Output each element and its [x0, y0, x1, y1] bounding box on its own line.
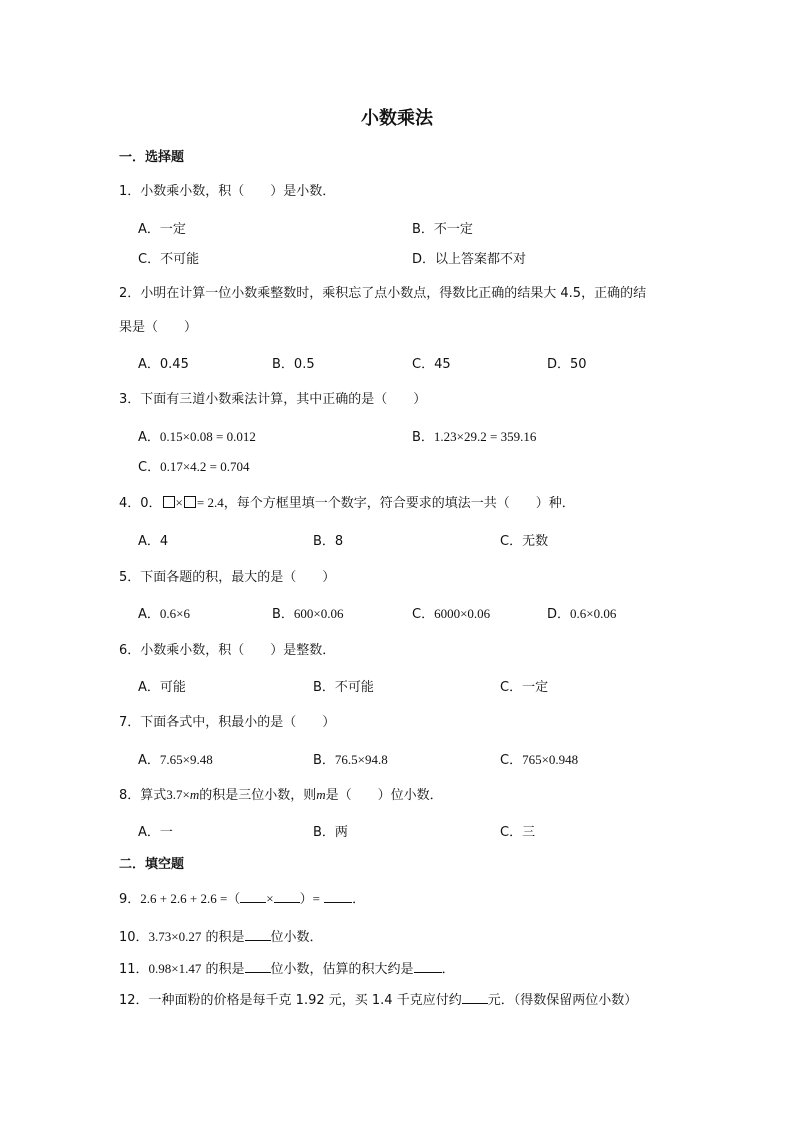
question-8-option-a: A．一 — [138, 825, 173, 840]
question-2-option-d: D．50 — [547, 357, 587, 372]
question-3-option-b — [412, 426, 536, 445]
question-2-option-c: C．45 — [412, 357, 451, 372]
equals-value: = 2.4 — [196, 495, 224, 510]
question-4-stem — [119, 492, 575, 511]
option-formula: 765×0.948 — [522, 752, 579, 767]
question-8-text: 8．算式 — [119, 788, 167, 803]
question-3-stem: 3．下面有三道小数乘法计算，其中正确的是（ ） — [119, 392, 427, 407]
question-8-text: 的积是三位小数，则 — [199, 788, 317, 803]
question-4-option-c: C．无数 — [500, 534, 549, 549]
option-formula: 600×0.06 — [293, 606, 344, 621]
question-3-option-c — [138, 456, 250, 475]
option-formula: 0.6×0.06 — [570, 606, 617, 621]
question-5-stem: 5．下面各题的积，最大的是（ ） — [119, 570, 336, 585]
question-10 — [119, 926, 323, 945]
question-9-formula: 2.6 + 2.6 + 2.6 =（ — [140, 891, 241, 906]
question-4-suffix: ，每个方框里填一个数字，符合要求的填法一共（ ）种． — [223, 496, 575, 511]
question-7-option-b — [313, 749, 388, 768]
question-6-option-c: C．一定 — [500, 680, 549, 695]
question-2-stem-line2: 果是（ ） — [119, 320, 198, 335]
answer-blank[interactable] — [245, 928, 271, 941]
question-6-option-b: B．不可能 — [313, 680, 374, 695]
question-5-option-a — [138, 603, 190, 622]
question-11 — [119, 958, 455, 977]
question-10-text: 的积是 — [205, 930, 245, 945]
question-10-formula: 3.73×0.27 — [148, 929, 202, 944]
option-label: C． — [412, 607, 435, 622]
question-9-end: ． — [352, 892, 366, 907]
question-1-option-b: B．不一定 — [412, 222, 473, 237]
option-label: B． — [272, 607, 294, 622]
answer-blank[interactable] — [324, 890, 352, 903]
option-formula: 6000×0.06 — [434, 606, 491, 621]
variable-m: m — [316, 787, 326, 802]
blank-box — [184, 496, 196, 508]
question-11-text: 的积是 — [205, 962, 245, 977]
option-formula: 7.65×9.48 — [159, 752, 213, 767]
question-6-stem: 6．小数乘小数，积（ ）是整数． — [119, 643, 336, 658]
answer-blank[interactable] — [414, 960, 442, 973]
question-9 — [119, 888, 365, 907]
question-2-stem-line1: 2．小明在计算一位小数乘整数时，乘积忘了点小数点，得数比正确的结果大 4.5，正确的结 — [119, 286, 647, 301]
question-5-option-d — [547, 603, 616, 622]
question-7-stem: 7．下面各式中，积最小的是（ ） — [119, 715, 336, 730]
question-10-end: 位小数． — [270, 930, 323, 945]
question-1-option-d: D．以上答案都不对 — [412, 252, 527, 267]
question-2-option-b: B．0.5 — [272, 357, 315, 372]
question-8-stem — [119, 784, 443, 803]
variable-m: m — [189, 787, 200, 802]
question-7-option-c — [500, 749, 578, 768]
question-8-option-c: C．三 — [500, 825, 536, 840]
option-formula: 76.5×94.8 — [334, 752, 388, 767]
question-5-option-c — [412, 603, 490, 622]
question-11-number: 11． — [119, 962, 149, 977]
page-title: 小数乘法 — [361, 108, 433, 129]
question-9-number: 9． — [119, 892, 141, 907]
question-12 — [119, 989, 637, 1008]
question-7-option-a — [138, 749, 213, 768]
option-label: B． — [313, 753, 335, 768]
question-4-prefix: 4．0． — [119, 496, 162, 511]
option-label: B． — [412, 430, 434, 445]
option-label: C． — [138, 460, 161, 475]
option-formula: 0.6×6 — [159, 606, 190, 621]
answer-blank[interactable] — [240, 890, 266, 903]
question-4-option-b: B．8 — [313, 534, 344, 549]
question-9-equals: ）= — [299, 891, 320, 906]
question-8-text: 是（ ）位小数． — [325, 788, 443, 803]
times-sign: × — [266, 891, 274, 906]
option-label: D． — [547, 607, 571, 622]
question-12-text: 12．一种面粉的价格是每千克 1.92 元，买 1.4 千克应付约 — [119, 993, 462, 1008]
option-formula: 0.15×0.08 = 0.012 — [159, 429, 256, 444]
question-1-option-c: C．不可能 — [138, 252, 200, 267]
question-8-option-b: B．两 — [313, 825, 348, 840]
question-6-option-a: A．可能 — [138, 680, 186, 695]
answer-blank[interactable] — [462, 991, 488, 1004]
question-4-option-a: A．4 — [138, 534, 169, 549]
question-11-formula: 0.98×1.47 — [148, 961, 202, 976]
answer-blank[interactable] — [274, 890, 300, 903]
question-3-option-a — [138, 426, 256, 445]
question-5-option-b — [272, 603, 344, 622]
question-1-option-a: A．一定 — [138, 222, 186, 237]
question-10-number: 10． — [119, 930, 149, 945]
question-8-formula: 3.7× — [166, 787, 190, 802]
answer-blank[interactable] — [245, 960, 271, 973]
question-2-option-a: A．0.45 — [138, 357, 189, 372]
question-12-end: 元．（得数保留两位小数） — [487, 993, 638, 1008]
option-formula: 0.17×4.2 = 0.704 — [160, 459, 250, 474]
option-label: A． — [138, 753, 160, 768]
option-label: A． — [138, 607, 160, 622]
option-label: A． — [138, 430, 160, 445]
option-label: C． — [500, 753, 523, 768]
blank-box — [163, 496, 175, 508]
question-11-mid: 位小数，估算的积大约是 — [270, 962, 414, 977]
option-formula: 1.23×29.2 = 359.16 — [433, 429, 537, 444]
section-heading-choice: 一．选择题 — [119, 150, 185, 165]
section-heading-fill: 二．填空题 — [119, 857, 185, 872]
question-1-stem: 1．小数乘小数，积（ ）是小数． — [119, 184, 336, 199]
times-sign: × — [175, 495, 183, 510]
question-11-end: ． — [441, 962, 455, 977]
